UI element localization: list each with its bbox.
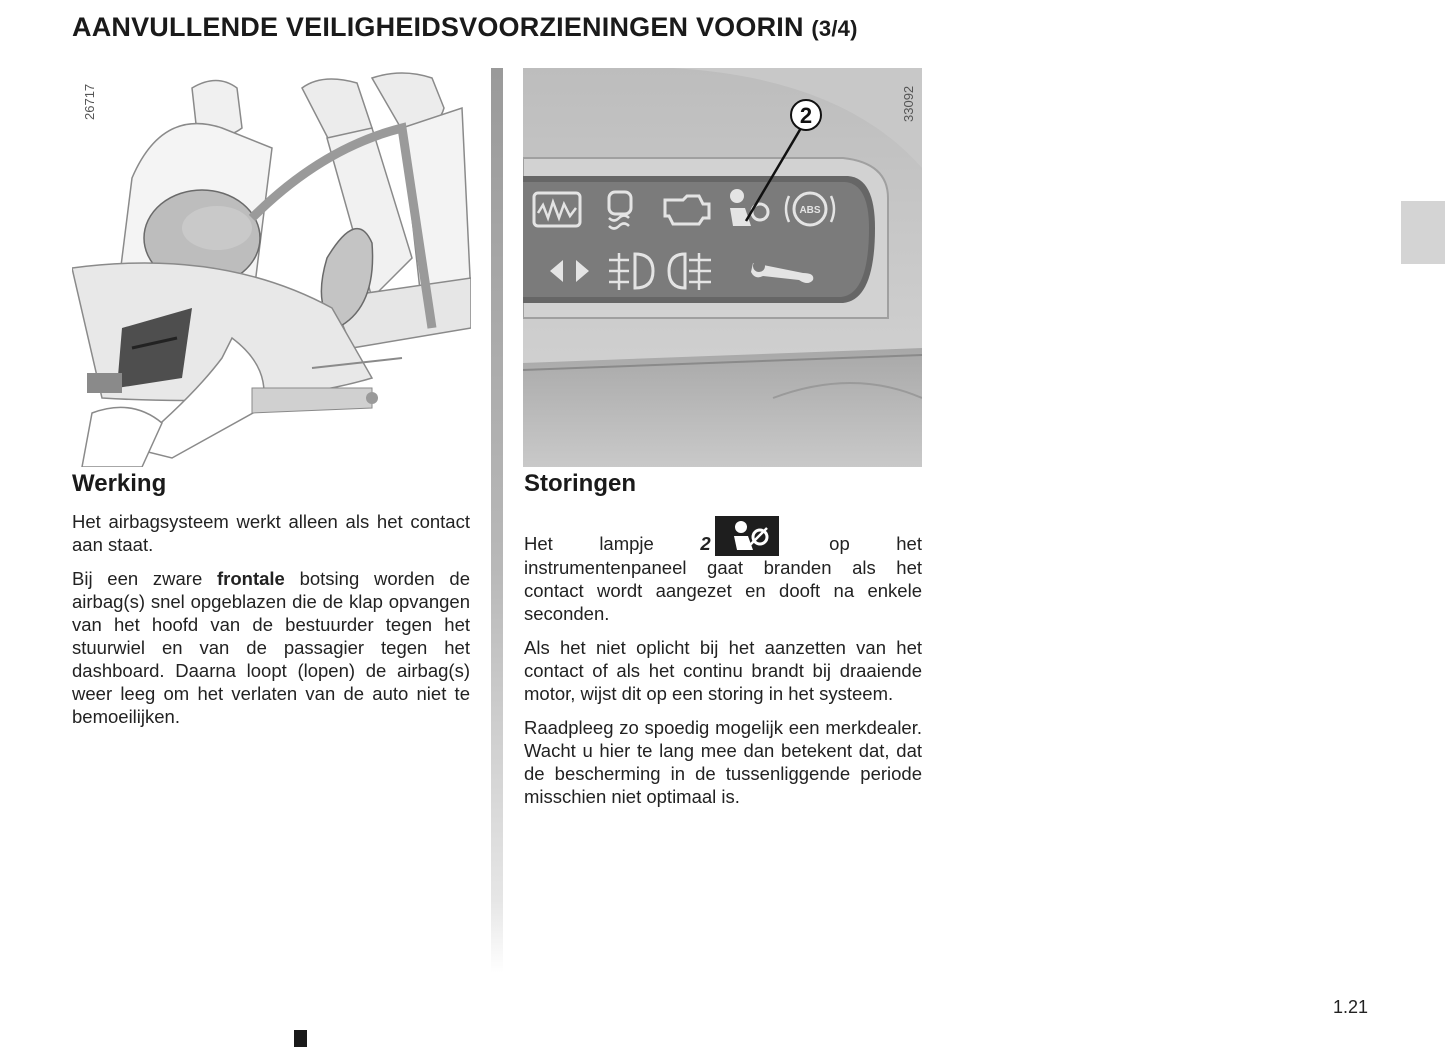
figure-code-left: 26717 — [82, 83, 97, 120]
text-span: op het instrumentenpaneel gaat branden als het contact wordt aangezet en dooft na enkele seconden. — [524, 533, 922, 624]
malfunctions-paragraph-1 — [524, 516, 922, 625]
text-span: botsing worden de airbag(s) snel opgeblazen die de klap opvangen van het hoofd van de bestuurder tegen het stuurwiel en van de passagier tegen het dashboard. Daarna loopt (lopen) de airbag(s) weer leeg om het verlaten van de auto niet te bemoeilijken. — [72, 568, 470, 727]
text-span: Het lampje — [524, 533, 701, 554]
malfunctions-heading: Storingen — [524, 470, 636, 497]
svg-text:ABS: ABS — [799, 205, 821, 216]
malfunctions-section — [524, 470, 922, 819]
page-number: 1.21 — [1333, 997, 1369, 1017]
airbag-seat-drawing — [72, 68, 471, 467]
airbag-warning-icon — [715, 516, 779, 556]
operation-paragraph-2 — [72, 567, 470, 728]
malfunctions-paragraph-3: Raadpleeg zo spoedig mogelijk een merkdealer. Wacht u hier te lang mee dan betekent dat, dat de bescherming in de tussenliggende periode misschien niet optimaal is. — [524, 717, 922, 807]
instrument-panel-drawing — [523, 68, 922, 467]
page-part: (3/4) — [811, 16, 858, 41]
text-span: Bij een zware — [72, 568, 217, 589]
page-marker — [294, 1030, 307, 1047]
airbag-illustration — [72, 68, 471, 467]
column-divider — [491, 68, 503, 973]
operation-paragraph-1: Het airbagsysteem werkt alleen als het contact aan staat. — [72, 511, 470, 555]
operation-heading: Werking — [72, 470, 167, 497]
page-title-text: AANVULLENDE VEILIGHEIDSVOORZIENINGEN VOORIN — [72, 12, 804, 42]
figure-code-right: 33092 — [901, 85, 916, 122]
emphasis-frontal: frontale — [217, 568, 285, 589]
instrument-panel-illustration — [523, 68, 922, 467]
callout-reference: 2 — [700, 533, 711, 554]
callout-number: 2 — [799, 103, 813, 128]
section-tab — [1401, 201, 1445, 264]
page-title — [72, 12, 858, 43]
malfunctions-paragraph-2: Als het niet oplicht bij het aanzetten van het contact of als het continu brandt bij draaiende motor, wijst dit op een storing in het systeem. — [524, 637, 922, 704]
operation-section — [72, 470, 470, 739]
